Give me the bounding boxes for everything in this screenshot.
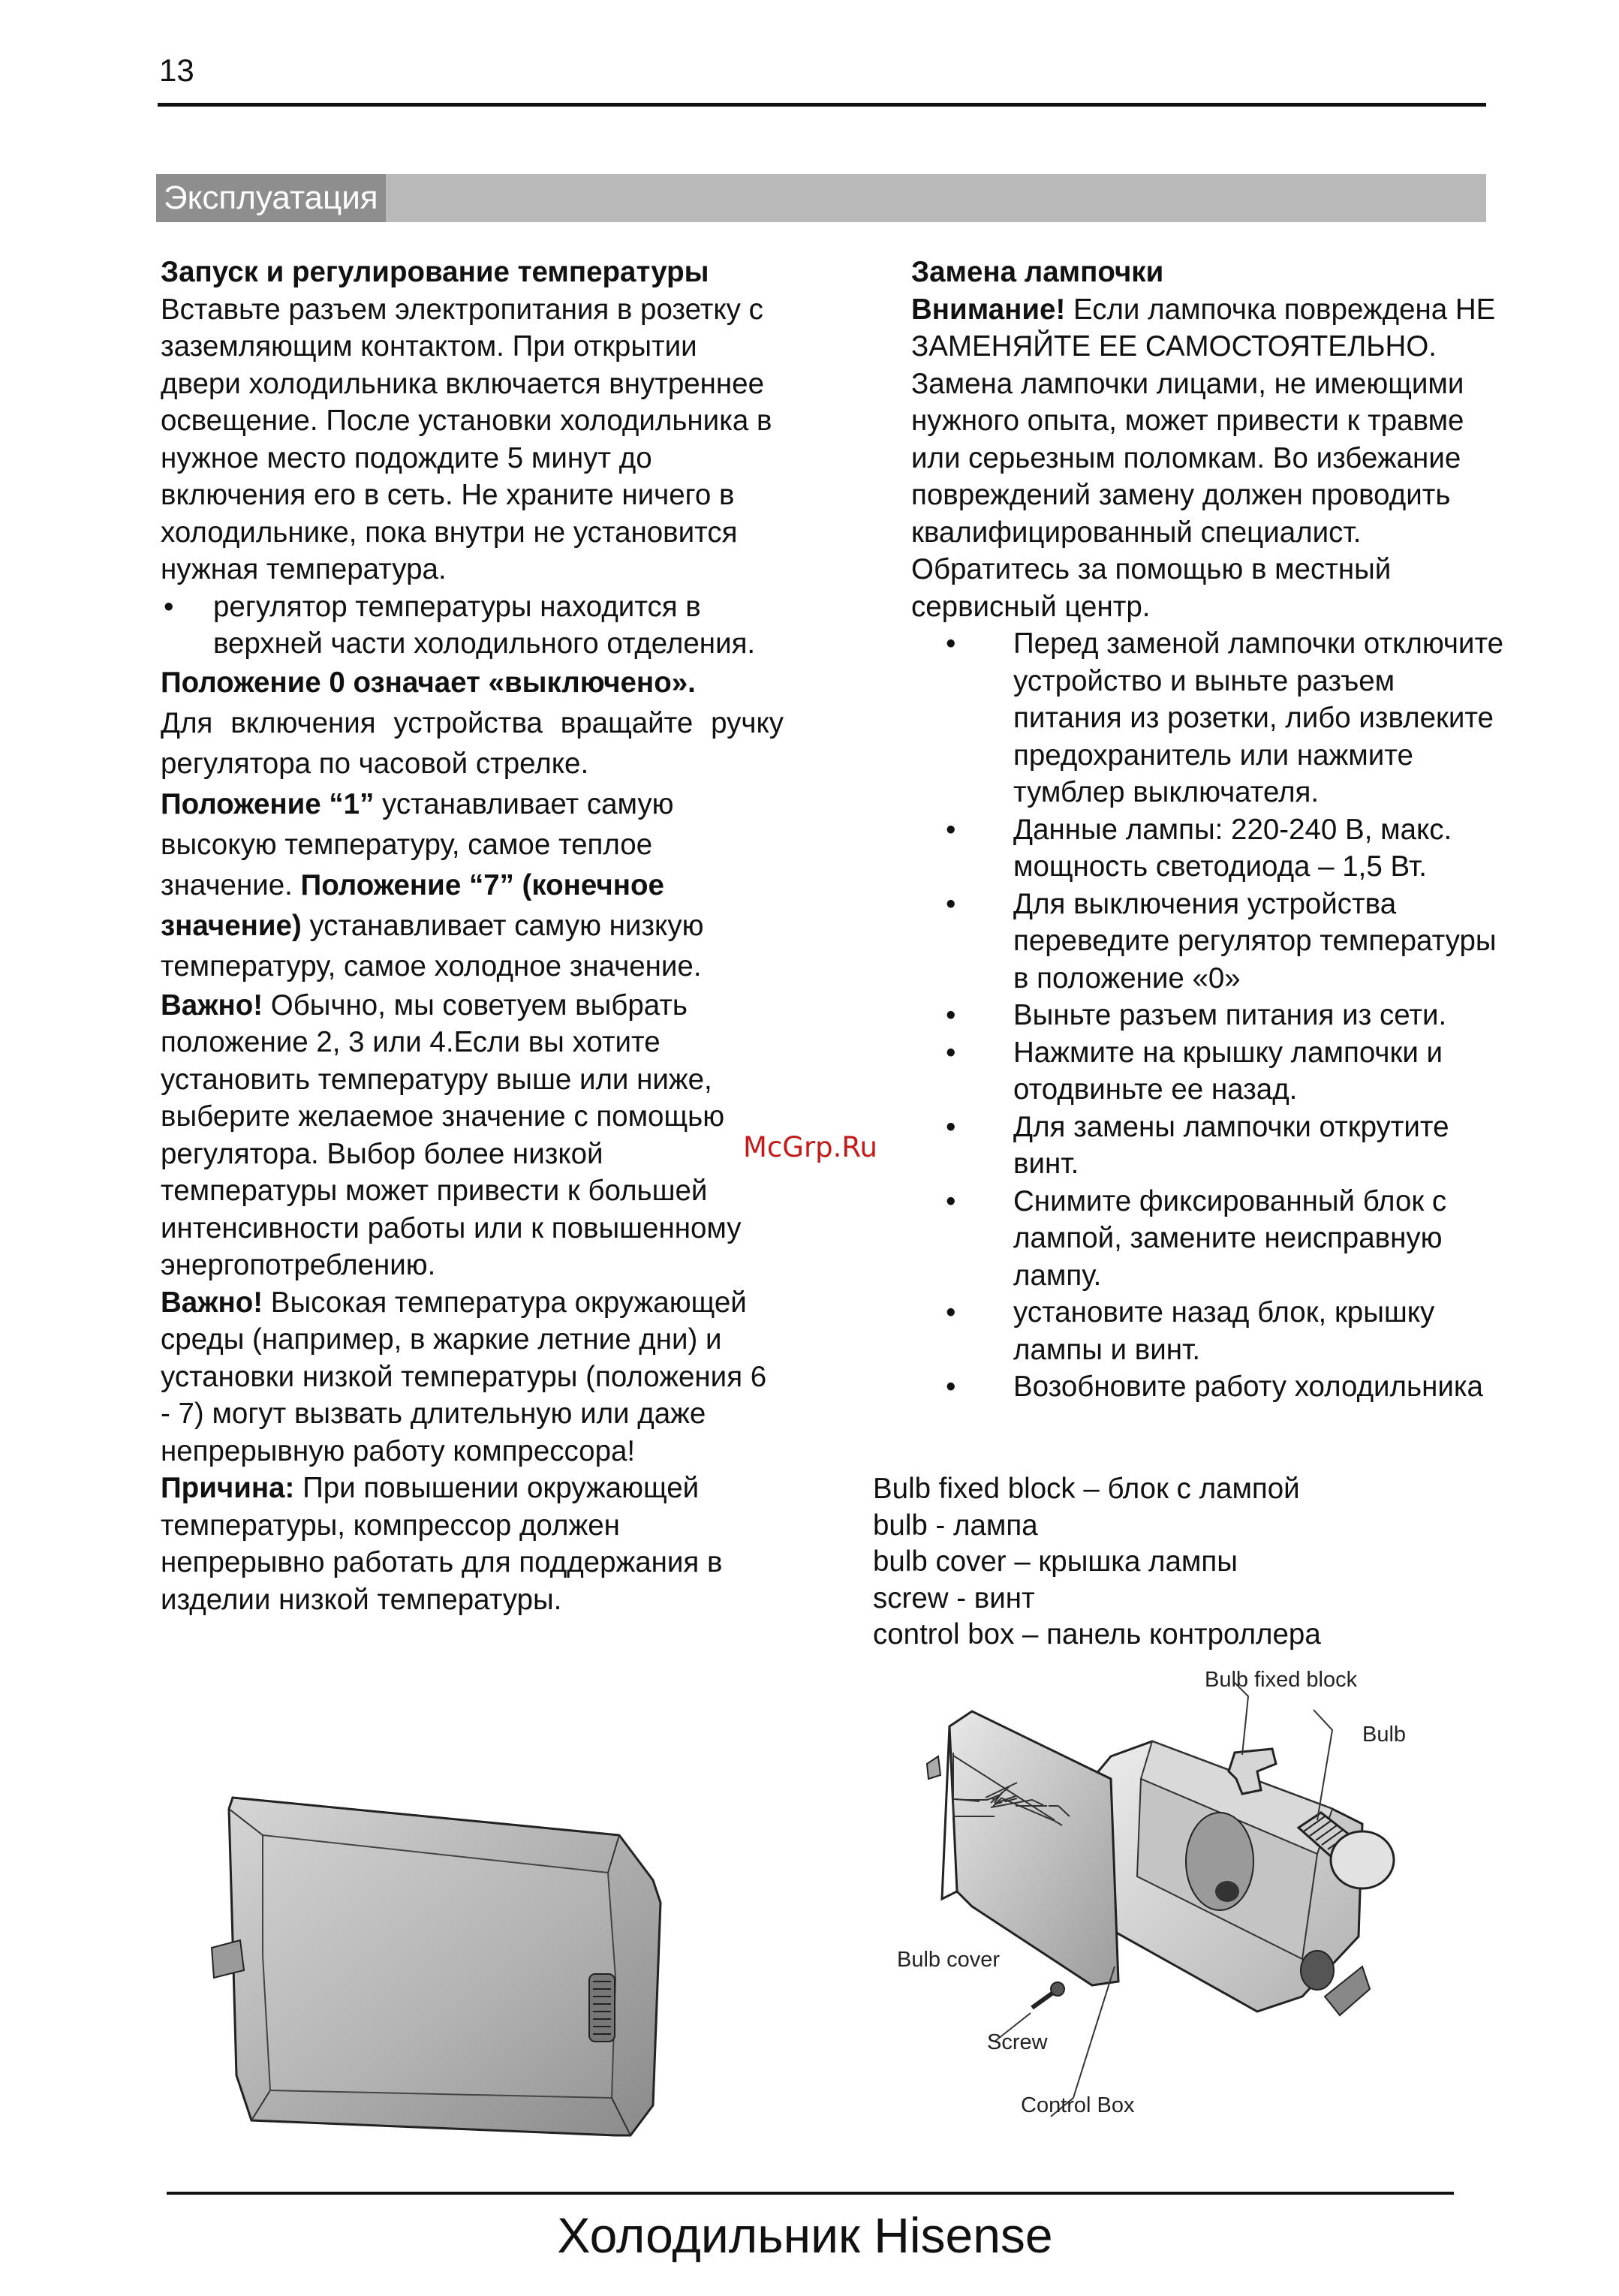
lamp-exploded-diagram <box>882 1666 1482 2147</box>
footer-rule <box>167 2192 1454 2195</box>
lamp-steps-list <box>911 625 1504 1406</box>
warning-text: Внимание! Если лампочка повреждена НЕ ЗАМЕНЯЙТЕ ЕЕ САМОСТОЯТЕЛЬНО. Замена лампочки лицами, не имеющими нужного опыта, может привести к травме или серьезным поломкам. Во избежание повреждений замену должен проводить квалифицированный специалист. Обратитесь за помощью в местный сервисный центр. <box>911 293 1496 623</box>
watermark: McGrp.Ru <box>743 1131 877 1163</box>
list-item: • Перед заменой лампочки отключите устройство и выньте разъем питания из розетки, либо извлеките предохранитель или нажмите тумблер выключателя. <box>911 625 1504 811</box>
list-item: • Для выключения устройства переведите регулятор температуры в положение «0» <box>911 886 1504 998</box>
list-item: • Снимите фиксированный блок с лампой, замените неисправную лампу. <box>911 1183 1504 1295</box>
section-header-bar <box>156 174 1486 222</box>
position-0-text: Для включения устройства вращайте ручку регулятора по часовой стрелке. <box>161 706 784 780</box>
list-item: • установите назад блок, крышку лампы и винт. <box>911 1294 1504 1368</box>
parts-legend <box>873 1471 1321 1654</box>
list-item: • Возобновите работу холодильника <box>911 1368 1504 1406</box>
list-item: • регулятор температуры находится в верхней части холодильного отделения. <box>161 588 784 663</box>
left-intro: Вставьте разъем электропитания в розетку с заземляющим контактом. При открытии двери холодильника включается внутреннее освещение. После установки холодильника в нужное место подождите 5 минут до включения его в сеть. Не храните ничего в холодильнике, пока внутри не установится нужная температура. <box>161 293 772 585</box>
left-column <box>161 254 784 1618</box>
header-rule <box>158 103 1486 107</box>
important-note-2: Важно! Высокая температура окружающей среды (например, в жаркие летние дни) и установки низкой температуры (положения 6 - 7) могут вызвать длительную или даже непрерывную работу компрессора! <box>161 1286 767 1467</box>
screw-icon <box>1032 1982 1064 2008</box>
bulb-cover <box>949 1711 1118 1985</box>
position-1-text: Положение “1” устанавливает самую высокую температуру, самое теплое значение. Положение “7” (конечное значение) устанавливает самую низкую температуру, самое холодное значение. <box>161 787 704 982</box>
right-column <box>911 254 1504 1406</box>
label-screw: Screw <box>987 2030 1048 2054</box>
list-item: • Данные лампы: 220-240 В, макс. мощность светодиода – 1,5 Вт. <box>911 811 1504 886</box>
label-control-box: Control Box <box>1021 2093 1135 2117</box>
label-bulb-cover: Bulb cover <box>897 1948 1001 1972</box>
list-item: • Нажмите на крышку лампочки и отодвиньте ее назад. <box>911 1034 1504 1109</box>
right-heading: Замена лампочки <box>911 256 1164 288</box>
left-heading: Запуск и регулирование температуры <box>161 256 709 288</box>
footer-title: Холодильник Hisense <box>557 2207 1053 2263</box>
page-number: 13 <box>159 53 194 88</box>
legend-item: bulb cover – крышка лампы <box>873 1545 1238 1578</box>
label-bulb: Bulb <box>1362 1723 1407 1747</box>
legend-item: Bulb fixed block – блок с лампой <box>873 1473 1300 1505</box>
left-bullet-list <box>161 588 784 663</box>
legend-item: control box – панель контроллера <box>873 1618 1321 1651</box>
thermostat-housing-illustration <box>210 1790 691 2150</box>
list-item: • Для замены лампочки открутите винт. <box>911 1109 1504 1183</box>
legend-item: bulb - лампа <box>873 1509 1038 1542</box>
label-bulb-fixed-block: Bulb fixed block <box>1205 1668 1358 1692</box>
position-0-heading: Положение 0 означает «выключено». <box>161 666 696 699</box>
important-note-1: Важно! Обычно, мы советуем выбрать положение 2, 3 или 4.Если вы хотите установить температуру выше или ниже, выберите желаемое значение с помощью регулятора. Выбор более низкой температуры может привести к большей интенсивности работы или к повышенному энергопотреблению. <box>161 989 742 1281</box>
list-item: • Выньте разъем питания из сети. <box>911 997 1504 1034</box>
section-title: Эксплуатация <box>156 174 386 222</box>
legend-item: screw - винт <box>873 1581 1035 1614</box>
reason-note: Причина: При повышении окружающей температуры, компрессор должен непрерывно работать для поддержания в изделии низкой температуры. <box>161 1472 723 1616</box>
